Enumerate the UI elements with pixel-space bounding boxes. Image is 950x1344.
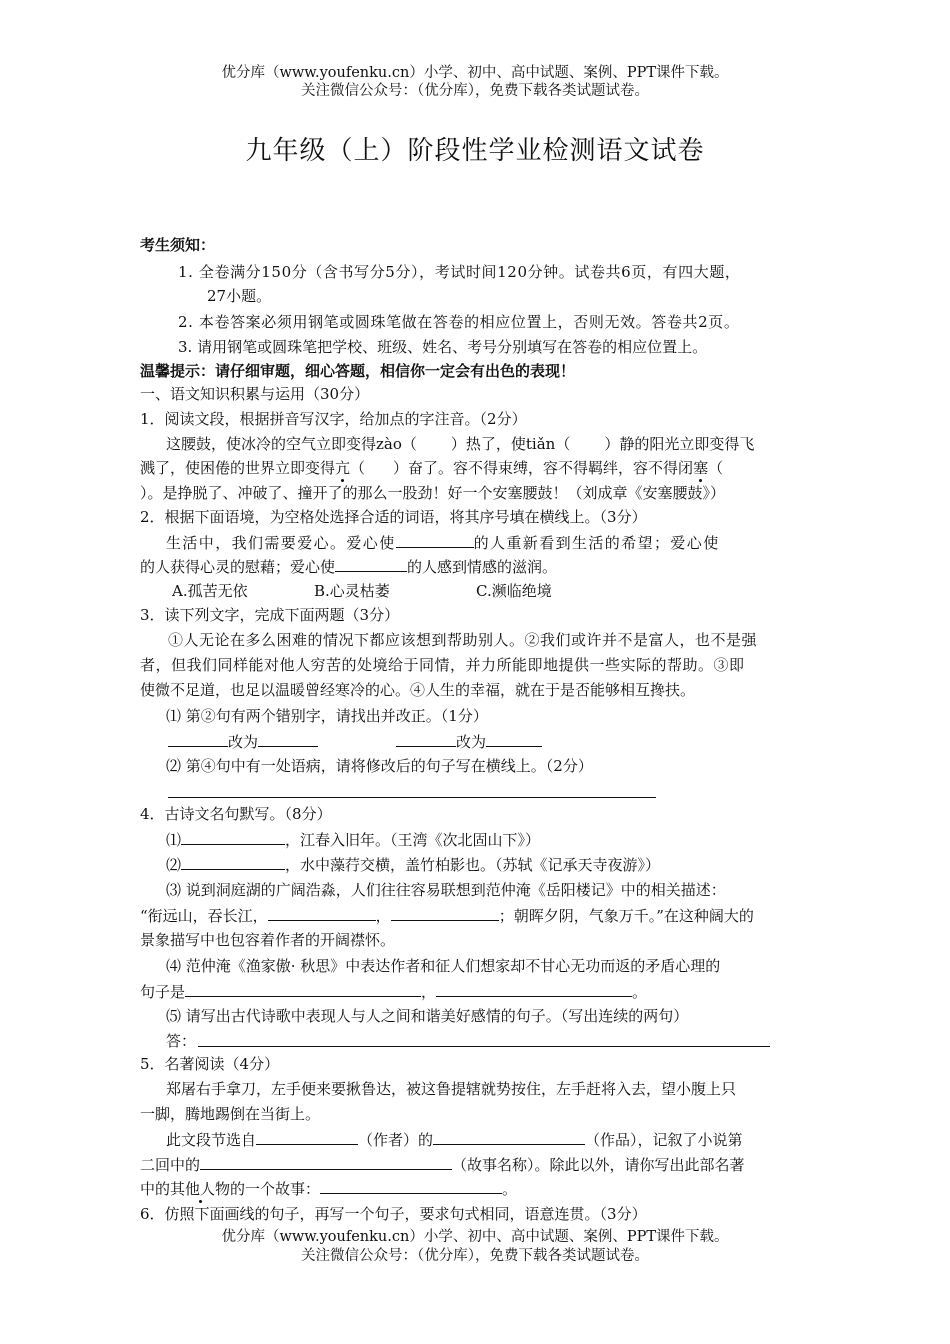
- q5-question-line-2: 二回中的 （故事名称）。除此以外，请你写出此部名著: [140, 1156, 745, 1174]
- footer-line-2: 关注微信公众号：（优分库），免费下载各类试题试卷。: [301, 1248, 649, 1264]
- q1-line-2: 溅了，使困倦的世界立即变得亢（ ）奋了。容不得束缚，容不得羁绊，容不得闭塞（: [140, 459, 724, 477]
- q1-stem: 1．阅读文段，根据拼音写汉字，给加点的字注音。（2分）: [140, 410, 527, 428]
- section-1-heading: 一、语文知识积累与运用（30分）: [140, 385, 370, 403]
- q3-correction-2: 改为: [396, 731, 542, 752]
- q4-item-3: ⑶ 说到洞庭湖的广阔浩淼，人们往往容易联想到范仲淹《岳阳楼记》中的相关描述：: [166, 881, 726, 899]
- q5-passage-1: 郑屠右手拿刀，左手便来要揪鲁达，被这鲁提辖就势按住，左手赶将入去，望小腹上只: [166, 1080, 737, 1098]
- header-line-2: 关注微信公众号：（优分库），免费下载各类试题试卷。: [301, 83, 649, 99]
- q3-blank-2[interactable]: [258, 731, 318, 747]
- warm-tip: 温馨提示：请仔细审题，细心答题，相信你一定会有出色的表现！: [140, 362, 576, 380]
- notice-item-3: 3. 请用钢笔或圆珠笔把学校、班级、姓名、考号分别填写在答卷的相应位置上。: [178, 338, 708, 356]
- q2-blank-2[interactable]: [335, 556, 407, 572]
- notice-item-2: 2. 本卷答案必须用钢笔或圆珠笔做在答卷的相应位置上，否则无效。答卷共2页。: [178, 313, 740, 331]
- q3-passage-2: 者，但我们同样能对他人穷苦的处境给于同情，并力所能即地提供一些实际的帮助。③即: [140, 656, 745, 674]
- q4-item-2: ⑵ ，水中藻荇交横，盖竹柏影也。（苏轼《记承天寺夜游》）: [166, 856, 661, 874]
- q2-line-2: 的人获得心灵的慰藉；爱心使 的人感到情感的滋润。: [140, 558, 558, 576]
- q3-correction-1: 改为: [168, 731, 318, 752]
- q4-item-5-answer-line[interactable]: [198, 1046, 770, 1047]
- dotted-text-other-characters: 其他人物: [170, 1180, 231, 1198]
- q5-blank-author[interactable]: [256, 1129, 358, 1145]
- q1-line-3: ）。是挣脱了、冲破了、撞开了的那么一股劲！好一个安塞腰鼓！（刘成章《安塞腰鼓》）: [140, 484, 726, 502]
- notice-heading: 考生须知：: [140, 236, 216, 254]
- q3-blank-4[interactable]: [486, 731, 542, 747]
- dotted-char-kang: 亢: [335, 459, 351, 477]
- q6-stem: 6．仿照下面画线的句子，再写一个句子，要求句式相同，语意连贯。（3分）: [140, 1205, 647, 1223]
- q4-stem: 4．古诗文名句默写。（8分）: [140, 805, 332, 823]
- q4-blank-2[interactable]: [181, 854, 285, 870]
- q4-item-5: ⑸ 请写出古代诗歌中表现人与人之间和谐美好感情的句子。（写出连续的两句）: [166, 1007, 689, 1025]
- q2-option-b: B.心灵枯萎: [314, 582, 390, 600]
- q2-line-1: 生活中，我们需要爱心。爱心使 的人重新看到生活的希望；爱心使: [166, 534, 720, 552]
- q5-blank-story[interactable]: [200, 1154, 452, 1170]
- q4-item-3-line-3: 景象描写中也包容着作者的开阔襟怀。: [140, 931, 396, 949]
- q4-blank-5[interactable]: [185, 981, 421, 997]
- q1-line-1: 这腰鼓，使冰冷的空气立即变得zào（ ）热了，使tiǎn（ ）静的阳光立即变得飞: [166, 435, 755, 453]
- q3-answer-line[interactable]: [168, 797, 656, 798]
- q4-item-5-answer-label: 答：: [166, 1032, 197, 1050]
- q4-blank-4[interactable]: [391, 905, 499, 921]
- q2-option-c: C.濒临绝境: [476, 582, 552, 600]
- q3-sub-1: ⑴ 第②句有两个错别字，请找出并改正。（1分）: [166, 707, 488, 725]
- q4-item-3-line-2: “衔远山，吞长江， ， ；朝晖夕阴，气象万千。”在这种阔大的: [140, 907, 754, 925]
- footer-line-1: 优分库（www.youfenku.cn）小学、初中、高中试题、案例、PPT课件下载。: [221, 1229, 729, 1245]
- q2-option-a: A.孤苦无依: [172, 582, 248, 600]
- q4-blank-1[interactable]: [181, 829, 285, 845]
- q4-blank-6[interactable]: [436, 981, 632, 997]
- q3-stem: 3．读下列文字，完成下面两题（3分）: [140, 606, 400, 624]
- q4-item-4-line-2: 句子是 ， 。: [140, 983, 648, 1001]
- q4-item-1: ⑴ ，江春入旧年。（王湾《次北固山下》）: [166, 831, 541, 849]
- q4-item-4: ⑷ 范仲淹《渔家傲· 秋思》中表达作者和征人们想家却不甘心无功而返的矛盾心理的: [166, 957, 721, 975]
- page-title: 九年级（上）阶段性学业检测语文试卷: [245, 136, 705, 166]
- notice-item-1: 1. 全卷满分150分（含书写分5分），考试时间120分钟。试卷共6页，有四大题，: [178, 263, 741, 281]
- q3-blank-3[interactable]: [396, 731, 456, 747]
- q5-passage-2: 一脚，腾地踢倒在当街上。: [140, 1105, 321, 1123]
- q5-question-line-3: 中的其他人物的一个故事： 。: [140, 1180, 518, 1198]
- q3-passage-3: 使微不足道，也足以温暖曾经寒冷的心。④人生的幸福，就在于是否能够相互搀扶。: [140, 681, 696, 699]
- q2-stem: 2．根据下面语境，为空格处选择合适的词语，将其序号填在横线上。（3分）: [140, 508, 647, 526]
- q3-sub-2: ⑵ 第④句中有一处语病，请将修改后的句子写在横线上。（2分）: [166, 757, 593, 775]
- dotted-char-sai: 塞: [693, 459, 709, 477]
- q5-blank-work[interactable]: [433, 1129, 585, 1145]
- q5-blank-other-story[interactable]: [320, 1178, 502, 1194]
- header-line-1: 优分库（www.youfenku.cn）小学、初中、高中试题、案例、PPT课件下载。: [221, 65, 729, 81]
- notice-item-1-cont: 27小题。: [207, 287, 272, 305]
- q5-stem: 5．名著阅读（4分）: [140, 1055, 280, 1073]
- q4-blank-3[interactable]: [268, 905, 376, 921]
- q3-blank-1[interactable]: [168, 731, 228, 747]
- q3-passage-1: ①人无论在多么困难的情况下都应该想到帮助别人。②我们或许并不是富人，也不是强: [168, 631, 758, 649]
- q2-blank-1[interactable]: [396, 532, 474, 548]
- q5-question-line-1: 此文段节选自 （作者）的 （作品），记叙了小说第: [166, 1131, 743, 1149]
